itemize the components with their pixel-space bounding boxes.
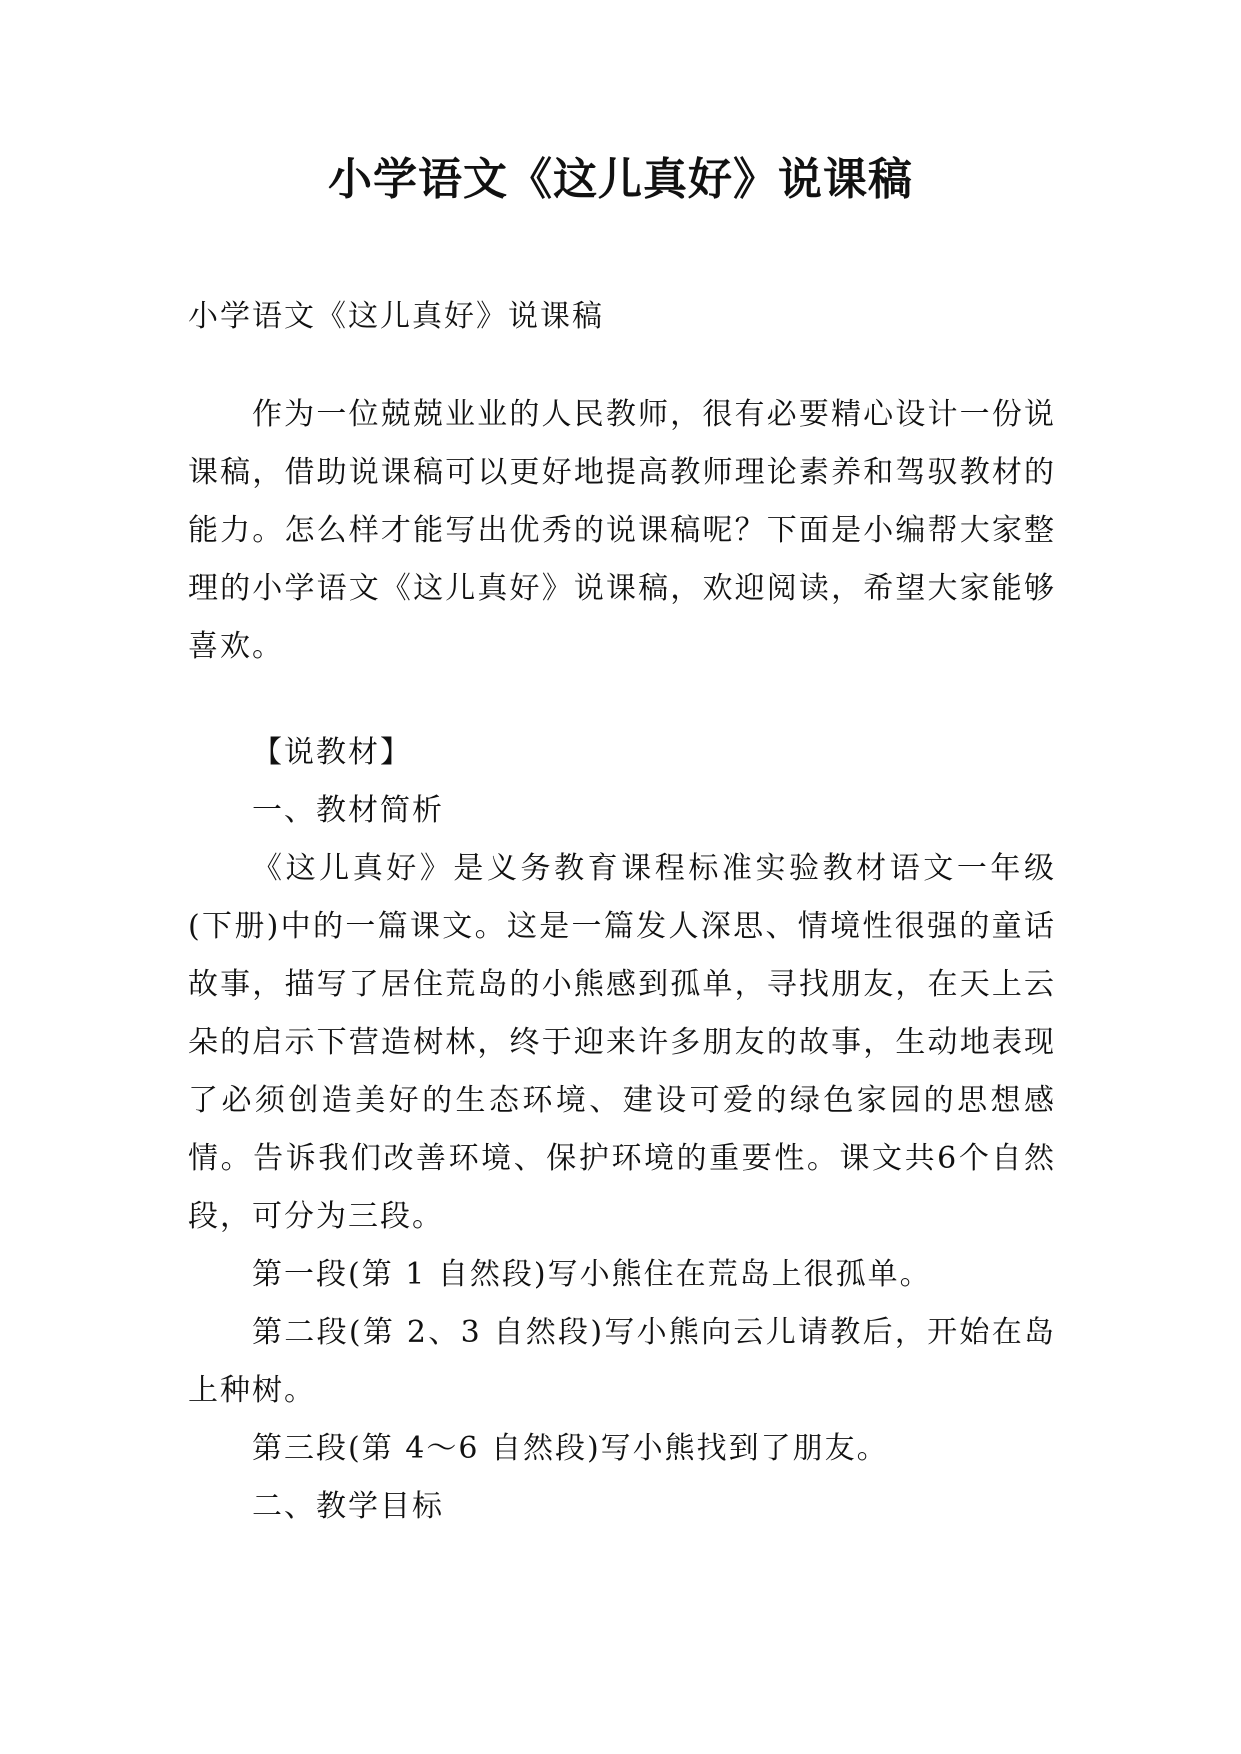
intro-paragraph: 作为一位兢兢业业的人民教师，很有必要精心设计一份说课稿，借助说课稿可以更好地提高教师理论素养和驾驭教材的能力。怎么样才能写出优秀的说课稿呢？下面是小编帮大家整理的小学语文《这儿真好》说课稿，欢迎阅读，希望大家能够喜欢。 — [188, 397, 1056, 664]
segment-one-paragraph: 第一段(第 1 自然段)写小熊住在荒岛上很孤单。 — [252, 1257, 932, 1292]
segment-three-paragraph: 第三段(第 4～6 自然段)写小熊找到了朋友。 — [252, 1431, 889, 1466]
document-title: 小学语文《这儿真好》说课稿 — [328, 154, 913, 205]
subsection-heading-analysis: 一、教材简析 — [252, 793, 444, 828]
section-heading-textbook: 【说教材】 — [252, 735, 412, 770]
segment-two-paragraph: 第二段(第 2、3 自然段)写小熊向云儿请教后，开始在岛上种树。 — [188, 1315, 1056, 1408]
subsection-heading-goals: 二、教学目标 — [252, 1489, 444, 1524]
analysis-paragraph: 《这儿真好》是义务教育课程标准实验教材语文一年级(下册)中的一篇课文。这是一篇发人深思、情境性很强的童话故事，描写了居住荒岛的小熊感到孤单，寻找朋友，在天上云朵的启示下营造树林，终于迎来许多朋友的故事，生动地表现了必须创造美好的生态环境、建设可爱的绿色家园的思想感情。告诉我们改善环境、保护环境的重要性。课文共6个自然段，可分为三段。 — [188, 851, 1056, 1234]
document-subtitle: 小学语文《这儿真好》说课稿 — [188, 299, 604, 334]
document-body — [188, 288, 1056, 1536]
